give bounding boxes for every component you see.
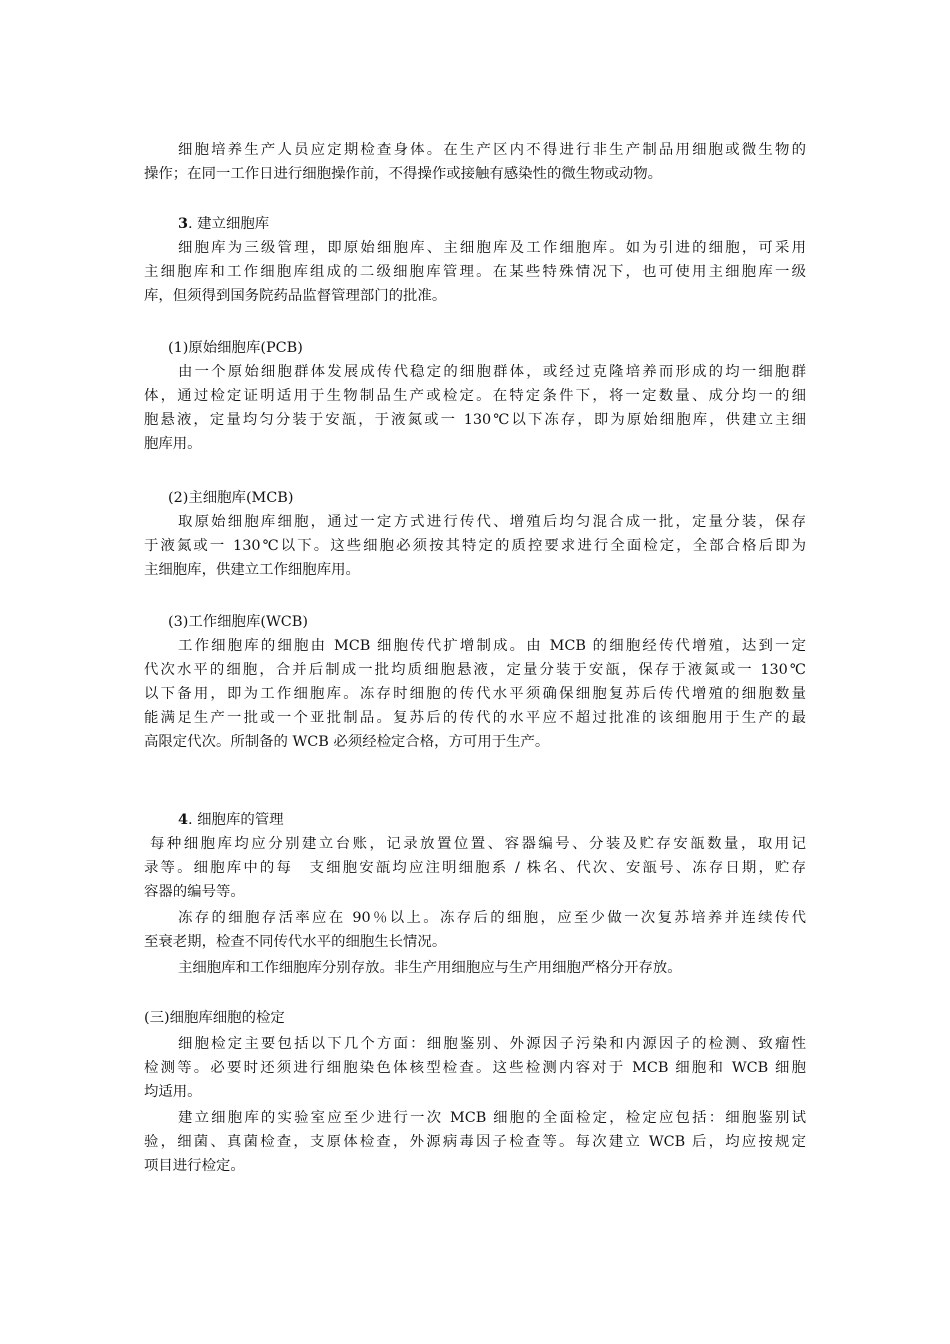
paragraph-line: 代次水平的细胞，合并后制成一批均质细胞悬液，定量分装于安瓿，保存于液氮或一 130℃ <box>144 662 806 678</box>
paragraph-line: 检测等。必要时还须进行细胞染色体核型检查。这些检测内容对于 MCB 细胞和 WCB 细胞 <box>144 1060 806 1076</box>
subheading-cell-bank-testing: (三)细胞库细胞的检定 <box>144 1010 285 1026</box>
heading-text: . 细胞库的管理 <box>188 812 284 828</box>
paragraph-line: 细胞检定主要包括以下几个方面：细胞鉴别、外源因子污染和内源因子的检测、致瘤性 <box>178 1036 806 1052</box>
paragraph-line: 高限定代次。所制备的 WCB 必须经检定合格，方可用于生产。 <box>144 734 550 750</box>
paragraph-line: 细胞培养生产人员应定期检查身体。在生产区内不得进行非生产制品用细胞或微生物的 <box>178 142 806 158</box>
paragraph-line: 能满足生产一批或一个亚批制品。复苏后的传代的水平应不超过批准的该细胞用于生产的最 <box>144 710 806 726</box>
paragraph-line: 胞库用。 <box>144 436 202 452</box>
paragraph-line: 主细胞库，供建立工作细胞库用。 <box>144 562 360 578</box>
heading-number: 4 <box>178 811 189 828</box>
subheading-pcb: (1)原始细胞库(PCB) <box>168 340 303 356</box>
paragraph-line: 录等。细胞库中的每 支细胞安瓿均应注明细胞系 / 株名、代次、安瓿号、冻存日期，贮存 <box>144 860 806 876</box>
paragraph-line: 由一个原始细胞群体发展成传代稳定的细胞群体，或经过克隆培养而形成的均一细胞群 <box>178 364 806 380</box>
paragraph-line: 细胞库为三级管理，即原始细胞库、主细胞库及工作细胞库。如为引进的细胞，可采用 <box>178 240 806 256</box>
paragraph-line: 容器的编号等。 <box>144 884 245 900</box>
section-heading-3 <box>178 212 269 236</box>
subheading-mcb: (2)主细胞库(MCB) <box>168 490 294 506</box>
paragraph-line: 于液氮或一 130℃以下。这些细胞必须按其特定的质控要求进行全面检定，全部合格后即为 <box>144 538 806 554</box>
paragraph-line: 库，但须得到国务院药品监督管理部门的批准。 <box>144 288 447 304</box>
paragraph-line: 工作细胞库的细胞由 MCB 细胞传代扩增制成。由 MCB 的细胞经传代增殖，达到一定 <box>178 638 806 654</box>
paragraph-line: 主细胞库和工作细胞库组成的二级细胞库管理。在某些特殊情况下，也可使用主细胞库一级 <box>144 264 806 280</box>
paragraph-line: 至衰老期，检查不同传代水平的细胞生长情况。 <box>144 934 447 950</box>
paragraph-line: 验，细菌、真菌检查，支原体检查，外源病毒因子检查等。每次建立 WCB 后，均应按规定 <box>144 1134 806 1150</box>
subheading-wcb: (3)工作细胞库(WCB) <box>168 614 308 630</box>
paragraph-line: 每种细胞库均应分别建立台账，记录放置位置、容器编号、分装及贮存安瓿数量，取用记 <box>150 836 806 852</box>
section-heading-4 <box>178 808 284 832</box>
heading-number: 3 <box>178 215 189 232</box>
paragraph-line: 取原始细胞库细胞，通过一定方式进行传代、增殖后均匀混合成一批，定量分装，保存 <box>178 514 806 530</box>
paragraph-line: 胞悬液，定量均匀分装于安瓿，于液氮或一 130℃以下冻存，即为原始细胞库，供建立主细 <box>144 412 806 428</box>
paragraph-line: 体，通过检定证明适用于生物制品生产或检定。在特定条件下，将一定数量、成分均一的细 <box>144 388 806 404</box>
paragraph-line: 均适用。 <box>144 1084 202 1100</box>
heading-text: . 建立细胞库 <box>188 216 270 232</box>
paragraph-line: 项目进行检定。 <box>144 1158 245 1174</box>
paragraph-line: 操作；在同一工作日进行细胞操作前，不得操作或接触有感染性的微生物或动物。 <box>144 166 663 182</box>
paragraph-line: 建立细胞库的实验室应至少进行一次 MCB 细胞的全面检定，检定应包括：细胞鉴别试 <box>178 1110 806 1126</box>
paragraph-line: 以下备用，即为工作细胞库。冻存时细胞的传代水平须确保细胞复苏后传代增殖的细胞数量 <box>144 686 806 702</box>
paragraph-line: 冻存的细胞存活率应在 90％以上。冻存后的细胞，应至少做一次复苏培养并连续传代 <box>178 910 806 926</box>
paragraph-line: 主细胞库和工作细胞库分别存放。非生产用细胞应与生产用细胞严格分开存放。 <box>178 960 682 976</box>
